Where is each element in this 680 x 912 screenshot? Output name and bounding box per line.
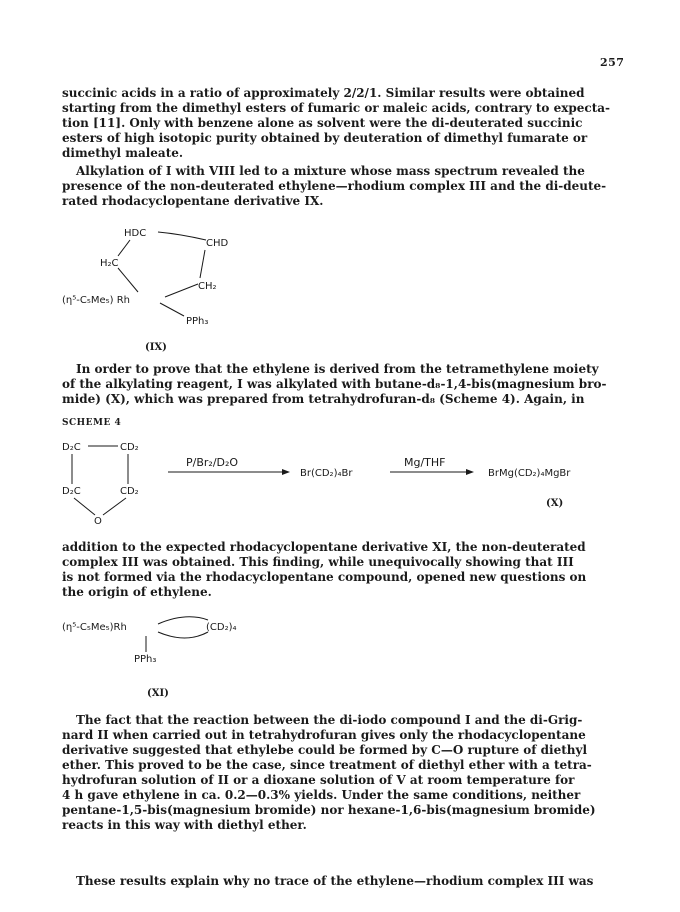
text-line: These results explain why no trace of the ethylene—rhodium complex III was <box>76 874 594 888</box>
bond <box>158 617 208 624</box>
text-line: mide) (X), which was prepared from tetrahydrofuran-d₈ (Scheme 4). Again, in <box>62 392 585 406</box>
s4-product2: BrMg(CD₂)₄MgBr <box>488 468 571 479</box>
x-label: (X) <box>546 498 564 509</box>
text-line: the origin of ethylene. <box>62 585 212 599</box>
text-line: addition to the expected rhodacyclopentane derivative XI, the non-deuterated <box>62 540 586 554</box>
ix-pph3: PPh₃ <box>186 316 209 327</box>
s4-d2c-bottom: D₂C <box>62 486 81 497</box>
s4-reagent2: Mg/THF <box>404 456 446 469</box>
ix-label: (IX) <box>145 342 167 353</box>
text-line: of the alkylating reagent, I was alkylated with butane-d₈-1,4-bis(magnesium bro- <box>62 377 607 391</box>
xi-rh: (η⁵-C₅Me₅)Rh <box>62 622 127 633</box>
xi-label: (XI) <box>147 688 169 699</box>
text-line: pentane-1,5-bis(magnesium bromide) nor hexane-1,6-bis(magnesium bromide) <box>62 803 596 817</box>
s4-cd2-bottom: CD₂ <box>120 486 139 497</box>
ix-chd: CHD <box>206 238 229 249</box>
text-line: succinic acids in a ratio of approximately 2/2/1. Similar results were obtained <box>62 86 585 100</box>
s4-product1: Br(CD₂)₄Br <box>300 468 353 479</box>
text-line: reacts in this way with diethyl ether. <box>62 818 307 832</box>
text-line: In order to prove that the ethylene is derived from the tetramethylene moiety <box>76 362 599 376</box>
xi-pph3: PPh₃ <box>134 654 157 665</box>
scheme-title: SCHEME 4 <box>62 418 122 428</box>
text-line: hydrofuran solution of II or a dioxane solution of V at room temperature for <box>62 773 575 787</box>
text-line: nard II when carried out in tetrahydrofuran gives only the rhodacyclopentane <box>62 728 586 742</box>
text-line: Alkylation of I with VIII led to a mixture whose mass spectrum revealed the <box>76 164 585 178</box>
page-number: 257 <box>600 56 625 69</box>
ix-hdc: HDC <box>124 228 147 239</box>
text-line: The fact that the reaction between the di-iodo compound I and the di-Grig- <box>76 713 583 727</box>
s4-cd2-top: CD₂ <box>120 442 139 453</box>
text-line: dimethyl maleate. <box>62 146 184 160</box>
text-line: is not formed via the rhodacyclopentane compound, opened new questions on <box>62 570 587 584</box>
xi-cd2: (CD₂)₄ <box>206 622 237 633</box>
ix-h2c: H₂C <box>100 258 119 269</box>
text-line: presence of the non-deuterated ethylene—rhodium complex III and the di-deute- <box>62 179 607 193</box>
text-line: complex III was obtained. This finding, while unequivocally showing that III <box>62 555 574 569</box>
text-line: tion [11]. Only with benzene alone as solvent were the di-deuterated succinic <box>62 116 583 130</box>
paragraph-6 <box>62 874 612 889</box>
text-line: rated rhodacyclopentane derivative IX. <box>62 194 324 208</box>
s4-oxygen: O <box>94 516 102 527</box>
s4-d2c-top: D₂C <box>62 442 81 453</box>
ix-ch2: CH₂ <box>198 281 217 292</box>
bond <box>158 632 208 638</box>
text-line: 4 h gave ethylene in ca. 0.2—0.3% yields. Under the same conditions, neither <box>62 788 581 802</box>
paragraph-5 <box>62 713 612 833</box>
s4-reagent1: P/Br₂/D₂O <box>186 456 239 469</box>
text-line: esters of high isotopic purity obtained by deuteration of dimethyl fumarate or <box>62 131 588 145</box>
ix-rh: (η⁵-C₅Me₅) Rh <box>62 295 131 306</box>
text-line: starting from the dimethyl esters of fumaric or maleic acids, contrary to expecta- <box>62 101 611 115</box>
text-line: ether. This proved to be the case, since treatment of diethyl ether with a tetra- <box>62 758 592 772</box>
text-line: derivative suggested that ethylebe could be formed by C—O rupture of diethyl <box>62 743 588 757</box>
